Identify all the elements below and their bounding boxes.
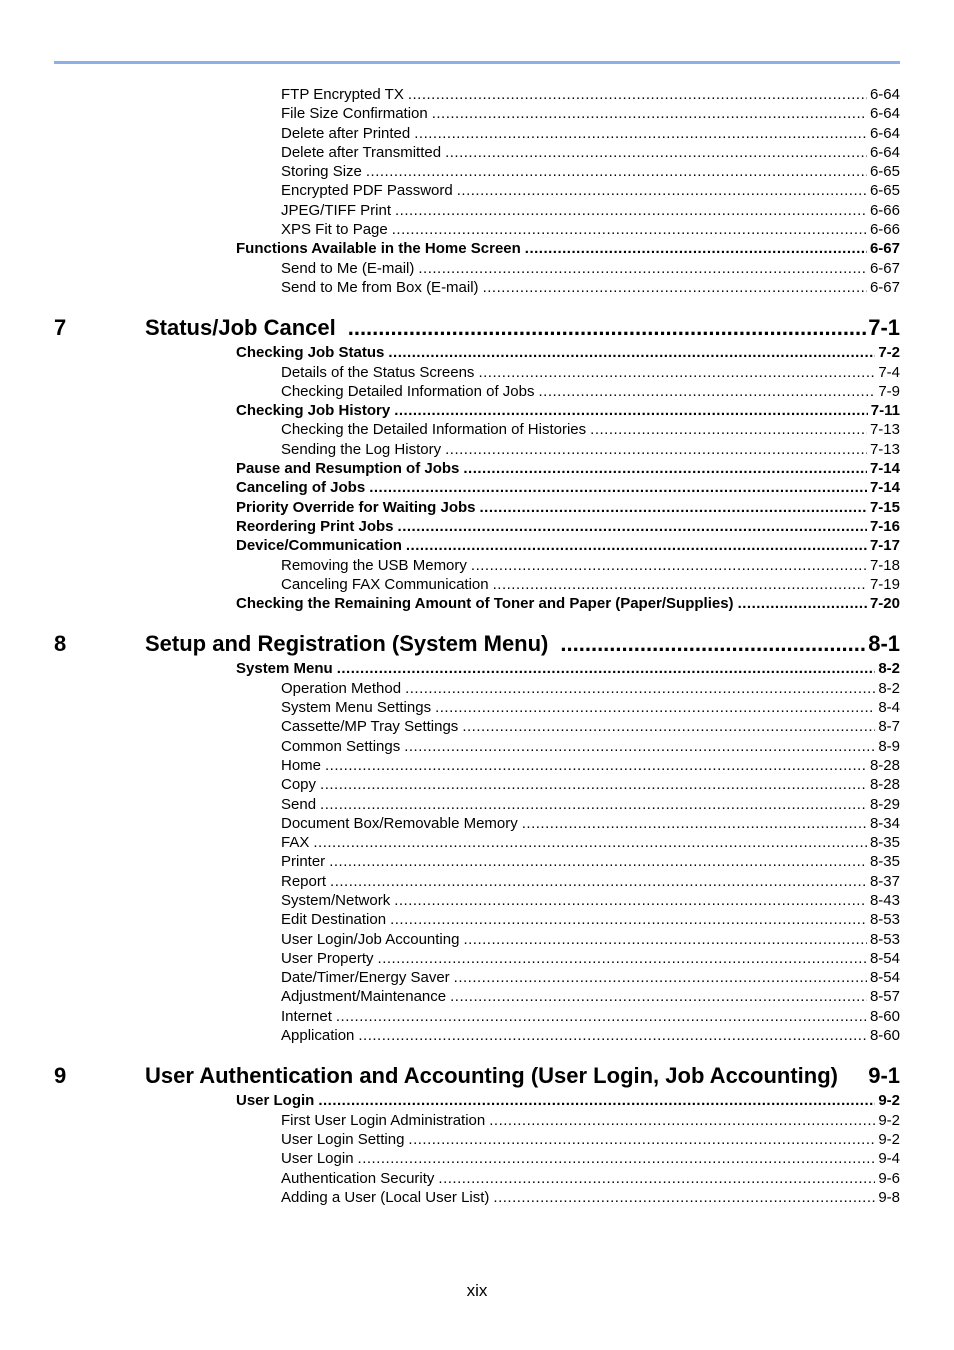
toc-subsection[interactable] (0, 833, 954, 852)
toc-subsection[interactable] (0, 143, 954, 162)
toc-subsection[interactable] (0, 737, 954, 756)
toc-section[interactable] (0, 659, 954, 678)
dot-leader (336, 1007, 867, 1026)
toc-title: Cassette/MP Tray Settings (281, 718, 459, 736)
toc-title: User Login Setting (281, 1130, 405, 1148)
toc-page-number: 9-2 (878, 1092, 900, 1110)
toc-page-number: 8-43 (869, 891, 900, 909)
toc-title: Sending the Log History (281, 440, 442, 458)
toc-page-number: 8-34 (869, 814, 900, 832)
toc-subsection[interactable] (0, 795, 954, 814)
toc-title: Canceling of Jobs (236, 479, 366, 497)
toc-subsection[interactable] (0, 1130, 954, 1149)
toc-subsection[interactable] (0, 872, 954, 891)
dot-leader (390, 910, 867, 929)
toc-title: Report (281, 872, 327, 890)
toc-page-number: 8-29 (869, 795, 900, 813)
dot-leader (445, 143, 867, 162)
toc-subsection[interactable] (0, 420, 954, 439)
toc-page-number: 7-20 (869, 595, 900, 613)
toc-page-number: 8-4 (878, 699, 900, 717)
toc-title: Priority Override for Waiting Jobs (236, 498, 476, 516)
toc-title: Checking Job Status (236, 344, 385, 362)
toc-title: Copy (281, 776, 317, 794)
dot-leader (406, 536, 867, 555)
toc-title: Application (281, 1027, 355, 1045)
toc-subsection[interactable] (0, 987, 954, 1006)
toc-subsection[interactable] (0, 698, 954, 717)
chapter-number: 8 (54, 631, 67, 657)
toc-page-number: 6-67 (869, 278, 900, 296)
header-rule (54, 61, 900, 64)
toc-title: System Menu Settings (281, 699, 432, 717)
toc-title: Encrypted PDF Password (281, 182, 453, 200)
toc-title: Send to Me from Box (E-mail) (281, 278, 479, 296)
toc-page-number: 9-8 (878, 1188, 900, 1206)
toc-page-number: 6-64 (869, 143, 900, 161)
toc-title: User Login (236, 1092, 315, 1110)
toc-title: Status/Job Cancel (145, 315, 336, 341)
toc-title: Adding a User (Local User List) (281, 1188, 490, 1206)
toc-title: Edit Destination (281, 911, 387, 929)
toc-subsection[interactable] (0, 363, 954, 382)
toc-title: FTP Encrypted TX (281, 86, 404, 103)
toc-page-number: 9-2 (878, 1130, 900, 1148)
toc-title: Home (281, 756, 322, 774)
dot-leader (313, 833, 867, 852)
toc-subsection[interactable] (0, 259, 954, 278)
toc-subsection[interactable] (0, 162, 954, 181)
dot-leader (330, 872, 867, 891)
toc-subsection[interactable] (0, 556, 954, 575)
dot-leader (432, 104, 867, 123)
toc-title: User Login/Job Accounting (281, 930, 460, 948)
dot-leader (522, 814, 867, 833)
dot-leader (454, 968, 867, 987)
dot-leader (738, 594, 867, 613)
dot-leader (388, 343, 875, 362)
toc-title: Details of the Status Screens (281, 363, 475, 381)
toc-subsection[interactable] (0, 104, 954, 123)
toc-page-number: 6-67 (869, 259, 900, 277)
toc-page-number: 6-65 (869, 163, 900, 181)
toc-subsection[interactable] (0, 1007, 954, 1026)
toc-page-number: 7-9 (878, 382, 900, 400)
dot-leader (463, 459, 867, 478)
toc-page-number: 7-2 (878, 344, 900, 362)
page-number: xix (466, 1281, 488, 1300)
toc-page-number: 6-64 (869, 105, 900, 123)
dot-leader (369, 478, 867, 497)
toc-chapter[interactable] (0, 1060, 954, 1091)
toc-subsection[interactable] (0, 440, 954, 459)
toc-section[interactable] (0, 343, 954, 362)
toc-page-number: 7-15 (869, 498, 900, 516)
toc-title: Canceling FAX Communication (281, 575, 489, 593)
toc-title: System Menu (236, 660, 333, 678)
dot-leader (408, 1130, 875, 1149)
toc-title: Pause and Resumption of Jobs (236, 460, 460, 478)
toc-title: Checking Detailed Information of Jobs (281, 382, 535, 400)
toc-subsection[interactable] (0, 949, 954, 968)
toc-title: Device/Communication (236, 537, 402, 555)
dot-leader (394, 401, 868, 420)
toc-page-number: 8-35 (869, 834, 900, 852)
toc-subsection[interactable] (0, 278, 954, 297)
toc-page-number: 8-57 (869, 988, 900, 1006)
toc-title: Checking the Remaining Amount of Toner and Paper (Paper/Supplies) (236, 595, 734, 613)
toc-title: User Authentication and Accounting (User Login, Job Accounting) (145, 1063, 838, 1089)
dot-leader (395, 201, 867, 220)
toc-page-number: 8-35 (869, 853, 900, 871)
dot-leader (478, 363, 875, 382)
toc-page-number: 8-37 (869, 872, 900, 890)
toc-title: Adjustment/Maintenance (281, 988, 447, 1006)
toc-title: Printer (281, 853, 326, 871)
toc-page-number: 8-54 (869, 949, 900, 967)
toc-page-number: 8-7 (878, 718, 900, 736)
toc-page-number: 8-60 (869, 1027, 900, 1045)
dot-leader (525, 239, 867, 258)
toc-page-number: 8-2 (878, 660, 900, 678)
toc-page-number: 8-1 (868, 631, 900, 657)
toc-title: Checking the Detailed Information of Histories (281, 421, 587, 439)
toc-title: Document Box/Removable Memory (281, 814, 518, 832)
toc-title: Send (281, 795, 317, 813)
toc-title: System/Network (281, 891, 391, 909)
toc-title: Storing Size (281, 163, 362, 181)
dot-leader (358, 1149, 876, 1168)
toc-page-number: 8-53 (869, 911, 900, 929)
toc-section[interactable] (0, 498, 954, 517)
dot-leader (435, 698, 875, 717)
toc-page-number: 7-13 (869, 440, 900, 458)
toc-page-number: 8-60 (869, 1007, 900, 1025)
toc-chapter[interactable] (0, 312, 954, 343)
toc-title: XPS Fit to Page (281, 221, 388, 239)
toc-section[interactable] (0, 536, 954, 555)
toc-page-number: 7-4 (878, 363, 900, 381)
toc-subsection[interactable] (0, 775, 954, 794)
dot-leader (408, 85, 867, 104)
toc-title: Reordering Print Jobs (236, 517, 394, 535)
dot-leader (325, 756, 867, 775)
toc-page-number: 9-4 (878, 1150, 900, 1168)
dot-leader (445, 440, 867, 459)
toc-subsection[interactable] (0, 717, 954, 736)
chapter-number: 7 (54, 315, 67, 341)
dot-leader (463, 930, 867, 949)
dot-leader (358, 1026, 867, 1045)
toc-page-number: 8-9 (878, 737, 900, 755)
dot-leader (538, 382, 875, 401)
toc-page-number: 7-11 (870, 402, 900, 420)
dot-leader (404, 737, 875, 756)
toc-section[interactable] (0, 401, 954, 420)
toc-subsection[interactable] (0, 756, 954, 775)
toc-section[interactable] (0, 478, 954, 497)
dot-leader (398, 517, 867, 536)
dot-leader (320, 795, 867, 814)
dot-leader (318, 1091, 875, 1110)
toc-page-number: 7-14 (869, 479, 900, 497)
toc-subsection[interactable] (0, 201, 954, 220)
toc-subsection[interactable] (0, 382, 954, 401)
toc-page-number: 8-2 (878, 679, 900, 697)
dot-leader (378, 949, 867, 968)
toc-title: User Property (281, 949, 374, 967)
toc-title: Internet (281, 1007, 332, 1025)
toc-title: Delete after Printed (281, 124, 411, 142)
toc-title: Functions Available in the Home Screen (236, 240, 521, 258)
toc-page-number: 7-18 (869, 556, 900, 574)
toc-section[interactable] (0, 1091, 954, 1110)
dot-leader (471, 556, 867, 575)
dot-leader (418, 259, 867, 278)
dot-leader (405, 679, 875, 698)
toc-section[interactable] (0, 594, 954, 613)
toc-subsection[interactable] (0, 814, 954, 833)
toc-title: Send to Me (E-mail) (281, 259, 415, 277)
toc-page-number: 7-16 (869, 517, 900, 535)
toc-section[interactable] (0, 459, 954, 478)
dot-leader (438, 1169, 875, 1188)
toc-subsection[interactable] (0, 1111, 954, 1130)
toc-subsection[interactable] (0, 1188, 954, 1207)
toc-title: Operation Method (281, 679, 402, 697)
dot-leader (329, 852, 867, 871)
toc-subsection[interactable] (0, 679, 954, 698)
dot-leader (489, 1111, 875, 1130)
toc-title: Common Settings (281, 737, 401, 755)
toc-subsection[interactable] (0, 1149, 954, 1168)
dot-leader (366, 162, 867, 181)
dot-leader (450, 987, 867, 1006)
dot-leader (483, 278, 867, 297)
toc-chapter[interactable] (0, 628, 954, 659)
toc-title: Authentication Security (281, 1169, 435, 1187)
toc-page-number: 8-28 (869, 776, 900, 794)
toc-page-number: 7-14 (869, 460, 900, 478)
toc-subsection[interactable] (0, 181, 954, 200)
toc-page-number: 7-19 (869, 575, 900, 593)
table-of-contents (0, 85, 954, 1207)
dot-leader (392, 220, 867, 239)
dot-leader (480, 498, 867, 517)
toc-subsection[interactable] (0, 575, 954, 594)
toc-page-number: 6-66 (869, 221, 900, 239)
toc-page-number: 6-67 (869, 240, 900, 258)
toc-page-number: 9-1 (868, 1063, 900, 1089)
toc-title: Delete after Transmitted (281, 143, 442, 161)
toc-subsection[interactable] (0, 220, 954, 239)
toc-page-number: 7-1 (868, 315, 900, 341)
chapter-number: 9 (54, 1063, 67, 1089)
toc-page-number: 7-13 (869, 421, 900, 439)
toc-subsection[interactable] (0, 891, 954, 910)
dot-leader (462, 717, 875, 736)
toc-title: File Size Confirmation (281, 105, 428, 123)
toc-page-number: 6-64 (869, 86, 900, 103)
toc-page-number: 6-66 (869, 201, 900, 219)
toc-title: Checking Job History (236, 402, 391, 420)
toc-subsection[interactable] (0, 910, 954, 929)
toc-page-number: 9-6 (878, 1169, 900, 1187)
toc-page-number: 8-54 (869, 969, 900, 987)
toc-section[interactable] (0, 517, 954, 536)
dot-leader (590, 420, 867, 439)
toc-title: Date/Timer/Energy Saver (281, 969, 450, 987)
toc-subsection[interactable] (0, 124, 954, 143)
toc-page-number: 6-65 (869, 182, 900, 200)
toc-page-number: 9-2 (878, 1111, 900, 1129)
toc-page-number: 7-17 (869, 537, 900, 555)
toc-title: Removing the USB Memory (281, 556, 467, 574)
toc-title: Setup and Registration (System Menu) (145, 631, 549, 657)
dot-leader (560, 628, 866, 659)
toc-subsection[interactable] (0, 1169, 954, 1188)
dot-leader (348, 312, 866, 343)
toc-title: JPEG/TIFF Print (281, 201, 392, 219)
dot-leader (457, 181, 867, 200)
toc-title: User Login (281, 1150, 354, 1168)
toc-page-number: 8-53 (869, 930, 900, 948)
dot-leader (394, 891, 867, 910)
toc-page-number: 8-28 (869, 756, 900, 774)
toc-title: First User Login Administration (281, 1111, 486, 1129)
dot-leader (414, 124, 867, 143)
dot-leader (493, 1188, 875, 1207)
toc-title: FAX (281, 834, 310, 852)
dot-leader (320, 775, 867, 794)
toc-subsection[interactable] (0, 852, 954, 871)
toc-subsection[interactable] (0, 1026, 954, 1045)
dot-leader (337, 659, 876, 678)
toc-subsection[interactable] (0, 968, 954, 987)
toc-subsection[interactable] (0, 85, 954, 104)
toc-subsection[interactable] (0, 930, 954, 949)
dot-leader (493, 575, 867, 594)
toc-page-number: 6-64 (869, 124, 900, 142)
toc-section[interactable] (0, 239, 954, 258)
